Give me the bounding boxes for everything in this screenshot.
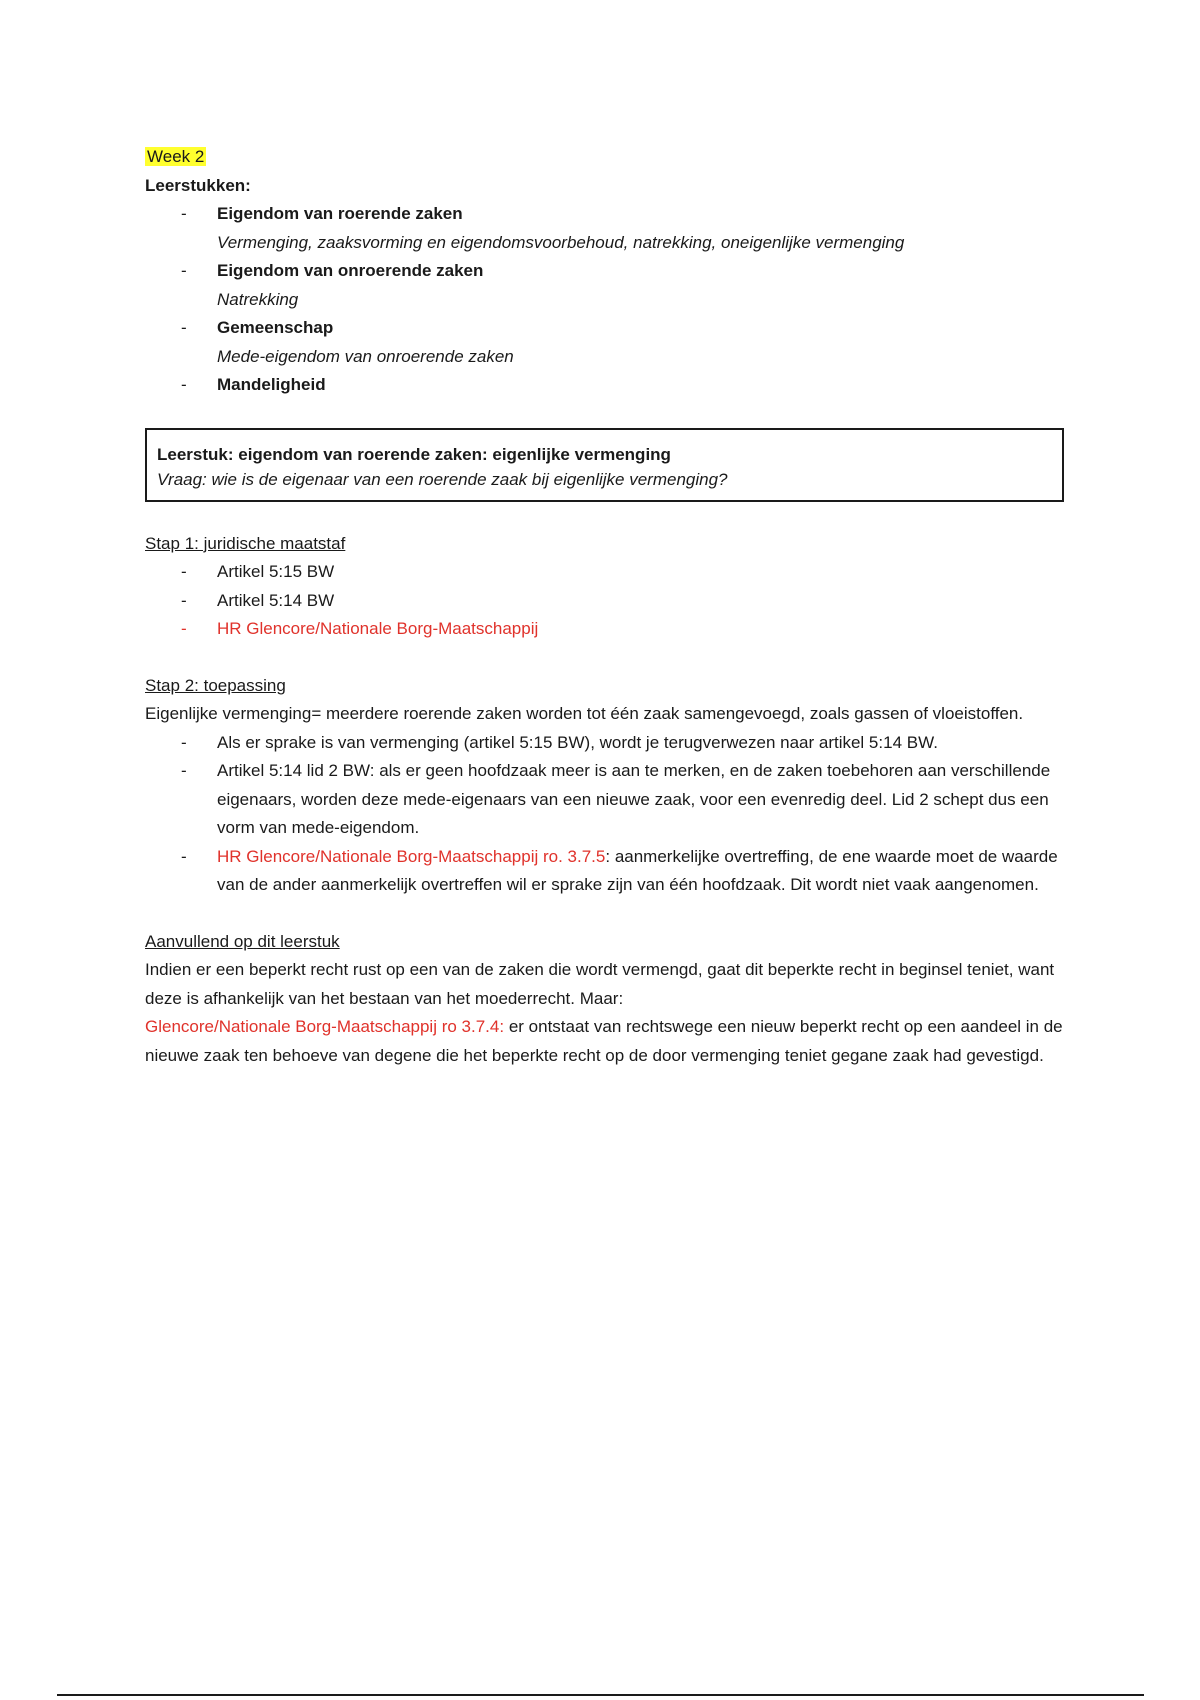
list-item: - HR Glencore/Nationale Borg-Maatschappij (145, 615, 1065, 644)
leerstuk-subtitle: Natrekking (217, 289, 299, 309)
list-item (145, 200, 1065, 257)
stap2-intro: Eigenlijke vermenging= meerdere roerende zaken worden tot één zaak samengevoegd, zoals gassen of vloeistoffen. (145, 704, 1024, 723)
case-reference: HR Glencore/Nationale Borg-Maatschappij ro. 3.7.5 (217, 846, 606, 866)
list-item: - Artikel 5:15 BW (145, 558, 1065, 587)
list-item (145, 843, 1065, 900)
list-item (145, 371, 1065, 400)
stap2-list (145, 729, 1065, 900)
leerstukken-label: Leerstukken: (145, 175, 251, 195)
stap2-heading (145, 672, 1065, 701)
stap1-list (145, 558, 1065, 644)
leerstuk-title: - Gemeenschap (217, 318, 334, 337)
leerstuk-subtitle: Mede-eigendom van onroerende zaken (217, 346, 514, 366)
bottom-rule (57, 1694, 1144, 1696)
leerstuk-title: - Eigendom van roerende zaken (217, 204, 463, 223)
leerstuk-title: - Eigendom van onroerende zaken (217, 261, 484, 280)
stap1-heading-text: Stap 1: juridische maatstaf (145, 533, 346, 553)
document-page (145, 143, 1065, 1070)
week-label: Week 2 (147, 147, 205, 166)
stap1-heading (145, 530, 1065, 559)
list-item: - Artikel 5:14 lid 2 BW: als er geen hoofdzaak meer is aan te merken, en de zaken toebehoren aan verschillende eigenaars, worden deze mede-eigenaars van een nieuwe zaak, voor een evenredig deel. Lid 2 schept dus een vorm van mede-eigendom. (145, 757, 1065, 843)
week-heading (145, 143, 1065, 172)
box-question: Vraag: wie is de eigenaar van een roerende zaak bij eigenlijke vermenging? (157, 469, 728, 489)
aanvullend-heading-text: Aanvullend op dit leerstuk (145, 931, 340, 951)
list-item (145, 314, 1065, 371)
stap2-heading-text: Stap 2: toepassing (145, 675, 286, 695)
leerstuk-box (145, 428, 1064, 502)
leerstukken-list (145, 200, 1065, 400)
list-item-text: : aanmerkelijke overtreffing, de ene waarde moet de waarde van de ander aanmerkelijk overtreffen wil er sprake zijn van één hoofdzaak. Dit wordt niet vaak aangenomen. (217, 846, 1058, 894)
paragraph-text: er ontstaat van rechtswege een nieuw beperkt recht op een aandeel in de nieuwe zaak ten behoeve van degene die het beperkte recht op de door vermenging teniet gegane zaak had gevestigd. (145, 1017, 1063, 1065)
list-item (145, 257, 1065, 314)
case-reference: Glencore/Nationale Borg-Maatschappij ro 3.7.4: (145, 1017, 505, 1036)
box-title: Leerstuk: eigendom van roerende zaken: eigenlijke vermenging (157, 444, 671, 464)
list-item: - Artikel 5:14 BW (145, 587, 1065, 616)
leerstuk-subtitle: Vermenging, zaaksvorming en eigendomsvoorbehoud, natrekking, oneigenlijke vermenging (217, 232, 905, 252)
aanvullend-heading (145, 928, 1065, 957)
leerstuk-title: - Mandeligheid (217, 375, 326, 394)
list-item: - Als er sprake is van vermenging (artikel 5:15 BW), wordt je terugverwezen naar artikel 5:14 BW. (145, 729, 1065, 758)
aanvullend-paragraph-2 (145, 1013, 1065, 1070)
aanvullend-paragraph: Indien er een beperkt recht rust op een van de zaken die wordt vermengd, gaat dit beperkte recht in beginsel teniet, want deze is afhankelijk van het bestaan van het moederrecht. Maar: (145, 960, 1055, 1008)
